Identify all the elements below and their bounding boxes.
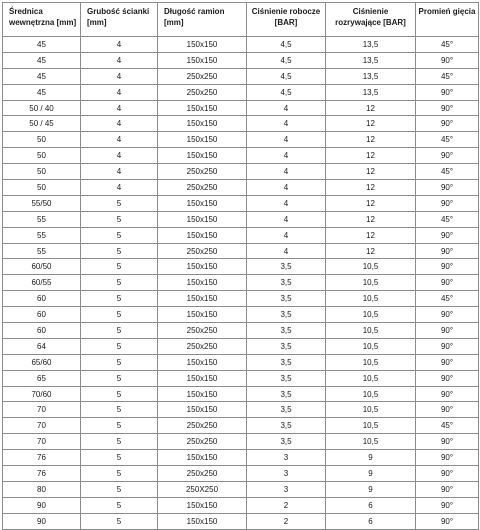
cell-bend-radius: 90° [416, 275, 479, 291]
cell-inner-diameter: 50 [3, 132, 81, 148]
cell-bend-radius: 90° [416, 386, 479, 402]
cell-bend-radius: 90° [416, 180, 479, 196]
cell-bend-radius: 90° [416, 323, 479, 339]
cell-arm-length: 150x150 [158, 497, 247, 513]
cell-wall-thickness: 4 [81, 132, 158, 148]
cell-inner-diameter: 64 [3, 338, 81, 354]
table-row [3, 323, 479, 339]
cell-inner-diameter: 70 [3, 418, 81, 434]
cell-working-pressure: 3,5 [247, 275, 326, 291]
cell-working-pressure: 3,5 [247, 307, 326, 323]
cell-wall-thickness: 5 [81, 275, 158, 291]
cell-burst-pressure: 6 [326, 513, 416, 529]
cell-inner-diameter: 65 [3, 370, 81, 386]
cell-working-pressure: 4,5 [247, 84, 326, 100]
cell-inner-diameter: 70 [3, 434, 81, 450]
table-row [3, 402, 479, 418]
cell-inner-diameter: 70/60 [3, 386, 81, 402]
cell-working-pressure: 3 [247, 466, 326, 482]
header-text-line: Promień gięcia [418, 7, 476, 16]
cell-bend-radius: 90° [416, 370, 479, 386]
cell-burst-pressure: 12 [326, 100, 416, 116]
cell-working-pressure: 3,5 [247, 418, 326, 434]
cell-bend-radius: 45° [416, 211, 479, 227]
table-row [3, 418, 479, 434]
cell-bend-radius: 45° [416, 418, 479, 434]
table-row [3, 37, 479, 53]
cell-burst-pressure: 13,5 [326, 68, 416, 84]
cell-bend-radius: 45° [416, 164, 479, 180]
cell-arm-length: 150x150 [158, 450, 247, 466]
cell-bend-radius: 90° [416, 338, 479, 354]
table-row [3, 132, 479, 148]
cell-burst-pressure: 13,5 [326, 52, 416, 68]
cell-wall-thickness: 5 [81, 307, 158, 323]
cell-inner-diameter: 76 [3, 466, 81, 482]
table-row [3, 195, 479, 211]
cell-burst-pressure: 10,5 [326, 402, 416, 418]
table-row [3, 100, 479, 116]
cell-working-pressure: 4 [247, 243, 326, 259]
cell-working-pressure: 3,5 [247, 370, 326, 386]
header-text-line: wewnętrzna [mm] [9, 18, 77, 27]
cell-arm-length: 150x150 [158, 195, 247, 211]
cell-bend-radius: 90° [416, 450, 479, 466]
cell-wall-thickness: 4 [81, 116, 158, 132]
table-row [3, 243, 479, 259]
cell-arm-length: 250x250 [158, 180, 247, 196]
cell-burst-pressure: 12 [326, 116, 416, 132]
cell-inner-diameter: 45 [3, 37, 81, 53]
cell-wall-thickness: 4 [81, 84, 158, 100]
cell-bend-radius: 90° [416, 513, 479, 529]
cell-inner-diameter: 76 [3, 450, 81, 466]
cell-arm-length: 150x150 [158, 132, 247, 148]
cell-inner-diameter: 55 [3, 243, 81, 259]
cell-bend-radius: 90° [416, 259, 479, 275]
cell-working-pressure: 4 [247, 148, 326, 164]
cell-arm-length: 150x150 [158, 307, 247, 323]
cell-bend-radius: 90° [416, 307, 479, 323]
cell-burst-pressure: 10,5 [326, 370, 416, 386]
header-arm-length [158, 3, 247, 37]
table-row [3, 450, 479, 466]
cell-working-pressure: 2 [247, 497, 326, 513]
cell-bend-radius: 90° [416, 227, 479, 243]
cell-wall-thickness: 5 [81, 338, 158, 354]
cell-burst-pressure: 10,5 [326, 259, 416, 275]
header-working-pressure [247, 3, 326, 37]
cell-working-pressure: 4 [247, 180, 326, 196]
header-wall-thickness [81, 3, 158, 37]
cell-bend-radius: 45° [416, 132, 479, 148]
cell-working-pressure: 4 [247, 211, 326, 227]
cell-bend-radius: 90° [416, 434, 479, 450]
table-body [3, 37, 479, 530]
cell-working-pressure: 3 [247, 481, 326, 497]
table-row [3, 513, 479, 529]
cell-burst-pressure: 12 [326, 211, 416, 227]
cell-bend-radius: 90° [416, 100, 479, 116]
cell-wall-thickness: 5 [81, 418, 158, 434]
cell-working-pressure: 4 [247, 195, 326, 211]
cell-burst-pressure: 12 [326, 180, 416, 196]
cell-inner-diameter: 45 [3, 68, 81, 84]
cell-inner-diameter: 60/55 [3, 275, 81, 291]
cell-burst-pressure: 12 [326, 195, 416, 211]
cell-burst-pressure: 9 [326, 450, 416, 466]
cell-bend-radius: 45° [416, 37, 479, 53]
cell-inner-diameter: 50 / 45 [3, 116, 81, 132]
cell-working-pressure: 4,5 [247, 37, 326, 53]
cell-bend-radius: 90° [416, 354, 479, 370]
header-inner-diameter [3, 3, 81, 37]
cell-inner-diameter: 45 [3, 84, 81, 100]
cell-arm-length: 150x150 [158, 148, 247, 164]
header-text-line: Średnica [9, 7, 43, 16]
cell-burst-pressure: 10,5 [326, 418, 416, 434]
cell-bend-radius: 45° [416, 291, 479, 307]
cell-inner-diameter: 50 / 40 [3, 100, 81, 116]
cell-arm-length: 150x150 [158, 259, 247, 275]
cell-working-pressure: 4 [247, 132, 326, 148]
table-row [3, 481, 479, 497]
cell-arm-length: 150x150 [158, 100, 247, 116]
cell-arm-length: 150x150 [158, 370, 247, 386]
cell-wall-thickness: 5 [81, 211, 158, 227]
cell-burst-pressure: 10,5 [326, 386, 416, 402]
table-row [3, 291, 479, 307]
cell-arm-length: 250x250 [158, 418, 247, 434]
cell-inner-diameter: 80 [3, 481, 81, 497]
cell-wall-thickness: 5 [81, 497, 158, 513]
cell-wall-thickness: 5 [81, 402, 158, 418]
cell-wall-thickness: 5 [81, 481, 158, 497]
cell-wall-thickness: 5 [81, 291, 158, 307]
cell-burst-pressure: 10,5 [326, 354, 416, 370]
cell-working-pressure: 3 [247, 450, 326, 466]
cell-arm-length: 250x250 [158, 243, 247, 259]
cell-burst-pressure: 9 [326, 481, 416, 497]
table-row [3, 275, 479, 291]
header-text-line: Ciśnienie [352, 7, 389, 16]
cell-working-pressure: 3,5 [247, 291, 326, 307]
table-row [3, 116, 479, 132]
cell-inner-diameter: 55 [3, 211, 81, 227]
header-text-line: rozrywające [BAR] [335, 18, 406, 27]
cell-wall-thickness: 4 [81, 180, 158, 196]
cell-burst-pressure: 10,5 [326, 275, 416, 291]
cell-wall-thickness: 4 [81, 100, 158, 116]
cell-working-pressure: 3,5 [247, 386, 326, 402]
header-row [3, 3, 479, 37]
header-burst-pressure [326, 3, 416, 37]
cell-arm-length: 150x150 [158, 354, 247, 370]
cell-working-pressure: 3,5 [247, 354, 326, 370]
table-row [3, 259, 479, 275]
table-row [3, 148, 479, 164]
cell-working-pressure: 3,5 [247, 402, 326, 418]
cell-working-pressure: 3,5 [247, 323, 326, 339]
cell-arm-length: 250x250 [158, 164, 247, 180]
cell-burst-pressure: 10,5 [326, 307, 416, 323]
table-row [3, 386, 479, 402]
header-bend-radius [416, 3, 479, 37]
cell-bend-radius: 90° [416, 497, 479, 513]
spec-table-container [2, 2, 478, 530]
table-row [3, 370, 479, 386]
cell-arm-length: 150x150 [158, 402, 247, 418]
cell-wall-thickness: 4 [81, 68, 158, 84]
cell-working-pressure: 4 [247, 227, 326, 243]
table-row [3, 354, 479, 370]
table-row [3, 52, 479, 68]
cell-arm-length: 250X250 [158, 481, 247, 497]
cell-arm-length: 250x250 [158, 84, 247, 100]
cell-burst-pressure: 12 [326, 148, 416, 164]
cell-burst-pressure: 9 [326, 466, 416, 482]
cell-inner-diameter: 65/60 [3, 354, 81, 370]
cell-arm-length: 250x250 [158, 434, 247, 450]
table-row [3, 164, 479, 180]
cell-wall-thickness: 5 [81, 243, 158, 259]
cell-inner-diameter: 50 [3, 164, 81, 180]
cell-wall-thickness: 5 [81, 434, 158, 450]
cell-wall-thickness: 5 [81, 259, 158, 275]
cell-wall-thickness: 5 [81, 370, 158, 386]
cell-arm-length: 150x150 [158, 291, 247, 307]
cell-working-pressure: 4,5 [247, 68, 326, 84]
cell-wall-thickness: 5 [81, 450, 158, 466]
cell-arm-length: 150x150 [158, 513, 247, 529]
table-row [3, 211, 479, 227]
cell-arm-length: 150x150 [158, 275, 247, 291]
cell-inner-diameter: 50 [3, 148, 81, 164]
cell-inner-diameter: 90 [3, 513, 81, 529]
cell-working-pressure: 4 [247, 100, 326, 116]
header-text-line: Ciśnienie robocze [251, 7, 321, 16]
cell-wall-thickness: 4 [81, 37, 158, 53]
cell-working-pressure: 3,5 [247, 434, 326, 450]
cell-bend-radius: 90° [416, 466, 479, 482]
cell-burst-pressure: 12 [326, 132, 416, 148]
cell-burst-pressure: 13,5 [326, 37, 416, 53]
table-row [3, 227, 479, 243]
cell-arm-length: 150x150 [158, 37, 247, 53]
table-row [3, 434, 479, 450]
cell-burst-pressure: 10,5 [326, 291, 416, 307]
cell-bend-radius: 90° [416, 52, 479, 68]
cell-inner-diameter: 55/50 [3, 195, 81, 211]
cell-inner-diameter: 50 [3, 180, 81, 196]
cell-inner-diameter: 60 [3, 307, 81, 323]
cell-wall-thickness: 5 [81, 466, 158, 482]
cell-working-pressure: 2 [247, 513, 326, 529]
cell-bend-radius: 45° [416, 68, 479, 84]
table-row [3, 307, 479, 323]
cell-working-pressure: 4 [247, 116, 326, 132]
cell-inner-diameter: 45 [3, 52, 81, 68]
cell-arm-length: 150x150 [158, 227, 247, 243]
cell-bend-radius: 90° [416, 243, 479, 259]
table-row [3, 466, 479, 482]
cell-wall-thickness: 5 [81, 195, 158, 211]
cell-wall-thickness: 5 [81, 323, 158, 339]
header-text-line: [mm] [87, 18, 107, 27]
cell-working-pressure: 4 [247, 164, 326, 180]
table-header [3, 3, 479, 37]
cell-bend-radius: 90° [416, 84, 479, 100]
cell-burst-pressure: 6 [326, 497, 416, 513]
cell-bend-radius: 90° [416, 481, 479, 497]
cell-inner-diameter: 55 [3, 227, 81, 243]
cell-inner-diameter: 70 [3, 402, 81, 418]
cell-arm-length: 150x150 [158, 116, 247, 132]
cell-inner-diameter: 60 [3, 291, 81, 307]
cell-burst-pressure: 12 [326, 227, 416, 243]
cell-burst-pressure: 10,5 [326, 323, 416, 339]
cell-arm-length: 250x250 [158, 323, 247, 339]
cell-wall-thickness: 4 [81, 52, 158, 68]
cell-wall-thickness: 5 [81, 386, 158, 402]
header-text-line: Grubość ścianki [87, 7, 150, 16]
cell-bend-radius: 90° [416, 116, 479, 132]
cell-inner-diameter: 60/50 [3, 259, 81, 275]
cell-arm-length: 250x250 [158, 68, 247, 84]
cell-arm-length: 250x250 [158, 338, 247, 354]
cell-burst-pressure: 12 [326, 243, 416, 259]
cell-wall-thickness: 4 [81, 164, 158, 180]
table-row [3, 68, 479, 84]
header-text-line: [mm] [164, 18, 184, 27]
cell-bend-radius: 90° [416, 195, 479, 211]
cell-working-pressure: 3,5 [247, 259, 326, 275]
cell-arm-length: 150x150 [158, 211, 247, 227]
header-text-line: [BAR] [274, 18, 298, 27]
header-text-line: Długość ramion [164, 7, 225, 16]
table-row [3, 180, 479, 196]
cell-wall-thickness: 5 [81, 354, 158, 370]
cell-bend-radius: 90° [416, 402, 479, 418]
spec-table [2, 2, 479, 530]
cell-burst-pressure: 13,5 [326, 84, 416, 100]
cell-arm-length: 250x250 [158, 466, 247, 482]
cell-working-pressure: 4,5 [247, 52, 326, 68]
cell-working-pressure: 3,5 [247, 338, 326, 354]
cell-burst-pressure: 10,5 [326, 434, 416, 450]
cell-inner-diameter: 60 [3, 323, 81, 339]
cell-wall-thickness: 5 [81, 227, 158, 243]
cell-bend-radius: 90° [416, 148, 479, 164]
cell-arm-length: 150x150 [158, 52, 247, 68]
table-row [3, 84, 479, 100]
cell-wall-thickness: 5 [81, 513, 158, 529]
table-row [3, 497, 479, 513]
table-row [3, 338, 479, 354]
cell-inner-diameter: 90 [3, 497, 81, 513]
cell-wall-thickness: 4 [81, 148, 158, 164]
cell-arm-length: 150x150 [158, 386, 247, 402]
cell-burst-pressure: 10,5 [326, 338, 416, 354]
cell-burst-pressure: 12 [326, 164, 416, 180]
